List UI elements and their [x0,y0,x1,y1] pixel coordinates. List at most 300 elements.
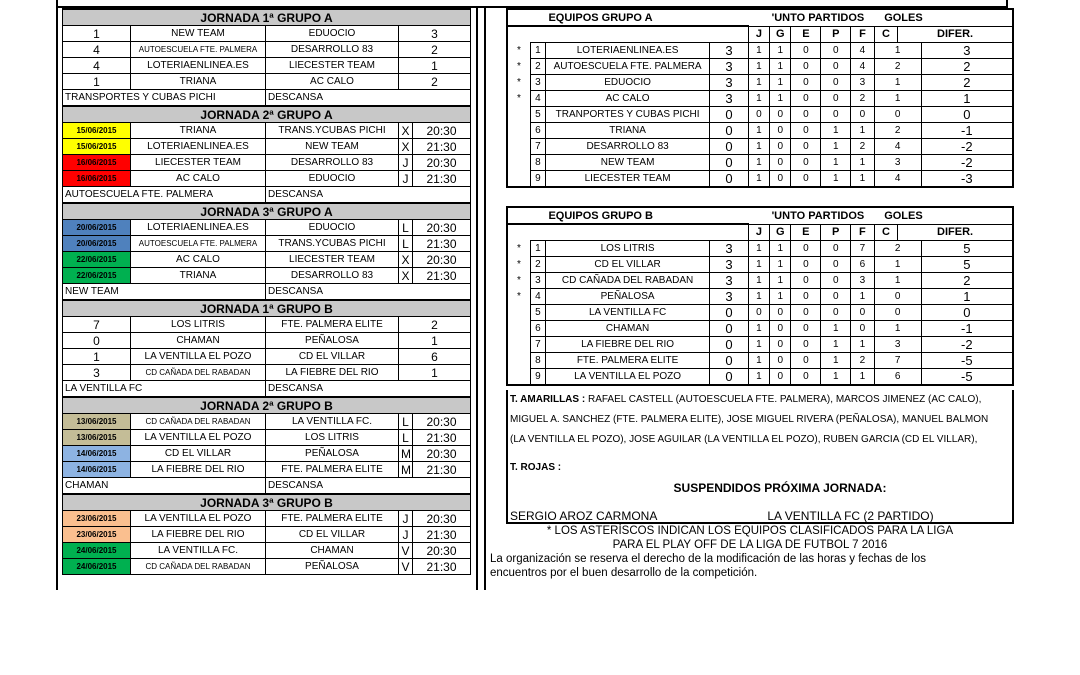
qualified-marker [507,305,530,321]
match-date: 22/06/2015 [63,252,131,268]
rest-row [63,478,471,495]
stat-j: 1 [748,75,769,91]
rest-row [63,187,471,204]
match-date: 23/06/2015 [63,527,131,543]
goal-difference: 2 [921,273,1013,289]
match-day: X [399,139,413,155]
fixture-row [63,171,471,187]
goals-for: 1 [851,289,875,305]
position: 3 [530,75,545,91]
stat-p: 0 [821,273,851,289]
home-score: 0 [63,333,131,349]
goals-for: 2 [851,91,875,107]
goals-for: 2 [851,353,875,369]
match-date: 24/06/2015 [63,559,131,575]
qualified-marker [507,155,530,171]
goals-for: 0 [851,305,875,321]
standings-row [507,273,1013,289]
result-row [63,317,471,333]
goals-for: 4 [851,59,875,75]
match-date: 24/06/2015 [63,543,131,559]
team-name: LIECESTER TEAM [545,171,709,188]
goals-against: 1 [874,321,921,337]
round-1-group-a [63,9,471,26]
away-team: CHAMAN [266,543,399,559]
qualified-marker [507,171,530,188]
home-team: LA FIEBRE DEL RIO [131,462,266,478]
standings-row [507,353,1013,369]
team-name: TRIANA [545,123,709,139]
qualified-marker: * [517,258,521,270]
fixture-row [63,268,471,284]
team-name: TRANPORTES Y CUBAS PICHI [545,107,709,123]
stat-p: 0 [821,289,851,305]
away-team: FTE. PALMERA ELITE [266,511,399,527]
stat-j: 1 [748,257,769,273]
team-name: AC CALO [545,91,709,107]
home-team: LIECESTER TEAM [131,155,266,171]
match-time: 20:30 [413,414,471,430]
standings-row [507,75,1013,91]
stat-p: 1 [821,369,851,386]
standings-title: EQUIPOS GRUPO A [530,9,769,26]
home-team: LA VENTILLA EL POZO [131,511,266,527]
team-name: EDUOCIO [545,75,709,91]
points: 0 [710,123,748,139]
yellow-cards-line-1 [510,390,1010,410]
standings-header [507,9,1013,26]
away-team: CD EL VILLAR [266,349,399,365]
stat-g: 0 [770,369,791,386]
stat-g: 0 [770,337,791,353]
stat-j: 1 [748,273,769,289]
team-name: LOTERIAENLINEA.ES [545,43,709,59]
away-score: 3 [399,26,471,42]
stat-e: 0 [791,321,821,337]
goals-against: 0 [874,305,921,321]
team-name: LA VENTILLA EL POZO [545,369,709,386]
points: 3 [710,59,748,75]
standings-row [507,171,1013,188]
goals-against: 4 [874,139,921,155]
fixtures-block [62,8,470,575]
stat-g: 1 [770,91,791,107]
stat-p: 0 [821,75,851,91]
match-day: J [399,527,413,543]
stat-g: 1 [770,75,791,91]
goals-for: 6 [851,257,875,273]
team-name: CD EL VILLAR [545,257,709,273]
home-team: LA VENTILLA EL POZO [131,349,266,365]
goals-against: 1 [874,43,921,59]
stat-e: 0 [791,139,821,155]
goals-against: 3 [874,155,921,171]
position: 7 [530,337,545,353]
round-3-group-a-title: JORNADA 3ª GRUPO A [63,203,471,220]
away-team: PEÑALOSA [266,559,399,575]
home-score: 1 [63,74,131,90]
home-score: 3 [63,365,131,381]
match-time: 20:30 [413,543,471,559]
home-score: 7 [63,317,131,333]
position: 5 [530,107,545,123]
goals-for: 1 [851,369,875,386]
goal-difference: -5 [921,353,1013,369]
match-date: 14/06/2015 [63,462,131,478]
away-team: TRANS.YCUBAS PICHI [266,236,399,252]
points-label: 'UNTO PARTIDOS [770,9,875,26]
qualified-marker: * [517,274,521,286]
stat-j: 1 [748,59,769,75]
position: 6 [530,123,545,139]
position: 3 [530,273,545,289]
position: 5 [530,305,545,321]
fixture-row [63,543,471,559]
stat-g: 0 [770,305,791,321]
round-3-group-b [63,494,471,511]
sanctions-notes [506,390,1014,524]
home-score: 1 [63,349,131,365]
position: 1 [530,43,545,59]
home-team: LOTERIAENLINEA.ES [131,58,266,74]
round-2-group-a-title: JORNADA 2ª GRUPO A [63,106,471,123]
stat-j: 1 [748,123,769,139]
goals-for: 1 [851,155,875,171]
home-team: CD CAÑADA DEL RABADAN [131,414,266,430]
round-2-group-b-title: JORNADA 2ª GRUPO B [63,397,471,414]
away-score: 6 [399,349,471,365]
stat-e: 0 [791,171,821,188]
stat-p: 0 [821,257,851,273]
team-name: DESARROLLO 83 [545,139,709,155]
goals-against: 6 [874,369,921,386]
points: 0 [710,337,748,353]
fixture-row [63,252,471,268]
points: 0 [710,353,748,369]
position: 9 [530,171,545,188]
qualified-marker: * [517,92,521,104]
goals-label: GOLES [874,9,1013,26]
stat-g: 0 [770,139,791,155]
match-day: M [399,462,413,478]
goals-against: 1 [874,273,921,289]
center-frame-line-1 [476,8,478,590]
rest-label: DESCANSA [266,187,471,204]
resting-team: NEW TEAM [63,284,266,301]
col-p: P [821,224,851,241]
standings-header [507,207,1013,224]
fixture-row [63,511,471,527]
stat-j: 1 [748,289,769,305]
match-time: 21:30 [413,527,471,543]
rest-row [63,90,471,107]
col-g: G [770,26,791,43]
match-time: 20:30 [413,220,471,236]
goals-for: 1 [851,123,875,139]
col-f: F [851,224,875,241]
match-time: 21:30 [413,139,471,155]
position: 8 [530,155,545,171]
match-day: V [399,543,413,559]
points-label: 'UNTO PARTIDOS [770,207,875,224]
away-team: DESARROLLO 83 [266,42,399,58]
home-team: TRIANA [131,74,266,90]
goal-difference: -3 [921,171,1013,188]
home-team: NEW TEAM [131,26,266,42]
points: 3 [710,257,748,273]
suspended-player: SERGIO AROZ CARMONA [510,509,658,523]
footer-line-3: La organización se reserva el derecho de la modificación de las horas y fechas de los [490,553,926,565]
goals-against: 0 [874,289,921,305]
match-day: L [399,414,413,430]
goals-for: 3 [851,75,875,91]
goals-for: 1 [851,171,875,188]
round-3-group-a [63,203,471,220]
standings-columns [507,26,1013,43]
fixture-row [63,559,471,575]
goals-against: 0 [874,107,921,123]
match-date: 23/06/2015 [63,511,131,527]
yellow-cards-text-3: (LA VENTILLA EL POZO), JOSE AGUILAR (LA VENTILLA EL POZO), RUBEN GARCIA (CD EL VILLAR), [510,434,978,445]
goal-difference: 3 [921,43,1013,59]
home-team: AC CALO [131,171,266,187]
match-day: X [399,252,413,268]
stat-j: 1 [748,337,769,353]
fixture-row [63,430,471,446]
away-team: TRANS.YCUBAS PICHI [266,123,399,139]
points: 0 [710,107,748,123]
stat-g: 0 [770,107,791,123]
fixture-row [63,462,471,478]
goals-against: 1 [874,75,921,91]
stat-e: 0 [791,337,821,353]
stat-p: 1 [821,337,851,353]
standings-row [507,337,1013,353]
goal-difference: -2 [921,139,1013,155]
team-name: CD CAÑADA DEL RABADAN [545,273,709,289]
match-time: 20:30 [413,446,471,462]
stat-e: 0 [791,305,821,321]
col-g: G [770,224,791,241]
match-date: 15/06/2015 [63,139,131,155]
stat-e: 0 [791,123,821,139]
stat-j: 1 [748,43,769,59]
away-team: EDUOCIO [266,171,399,187]
goals-for: 0 [851,321,875,337]
home-team: CD CAÑADA DEL RABADAN [131,559,266,575]
stat-p: 1 [821,353,851,369]
stat-g: 1 [770,241,791,257]
match-day: L [399,220,413,236]
away-team: LA VENTILLA FC. [266,414,399,430]
match-day: J [399,155,413,171]
position: 7 [530,139,545,155]
fixture-row [63,527,471,543]
footer-line-4: encuentros por el buen desarrollo de la competición. [490,567,758,579]
result-row [63,26,471,42]
goal-difference: 2 [921,75,1013,91]
goals-for: 1 [851,337,875,353]
standings-row [507,139,1013,155]
stat-e: 0 [791,43,821,59]
points: 3 [710,43,748,59]
standings-row [507,289,1013,305]
fixture-row [63,220,471,236]
goal-difference: 5 [921,257,1013,273]
standings-group-b [506,206,1014,386]
away-team: EDUOCIO [266,26,399,42]
goal-difference: 0 [921,107,1013,123]
red-cards-label: T. ROJAS : [510,462,562,473]
standings-row [507,43,1013,59]
goals-for: 2 [851,139,875,155]
home-team: CHAMAN [131,333,266,349]
match-time: 20:30 [413,511,471,527]
goal-difference: -2 [921,337,1013,353]
goal-difference: -1 [921,321,1013,337]
col-c: C [874,224,897,241]
match-time: 21:30 [413,430,471,446]
match-date: 13/06/2015 [63,414,131,430]
col-dif: DIFER. [898,224,1013,241]
away-team: PEÑALOSA [266,446,399,462]
team-name: LA VENTILLA FC [545,305,709,321]
away-score: 1 [399,333,471,349]
round-1-group-b-title: JORNADA 1ª GRUPO B [63,300,471,317]
center-frame-line-2 [484,8,486,590]
match-time: 21:30 [413,236,471,252]
qualified-marker: * [517,76,521,88]
qualified-marker [507,107,530,123]
standings-row [507,155,1013,171]
goal-difference: -2 [921,155,1013,171]
result-row [63,74,471,90]
stat-e: 0 [791,257,821,273]
result-row [63,349,471,365]
away-score: 2 [399,42,471,58]
stat-e: 0 [791,241,821,257]
home-team: CD CAÑADA DEL RABADAN [131,365,266,381]
match-date: 15/06/2015 [63,123,131,139]
rest-label: DESCANSA [266,478,471,495]
qualified-marker [507,123,530,139]
away-score: 2 [399,317,471,333]
stat-p: 0 [821,305,851,321]
goals-against: 4 [874,171,921,188]
stat-g: 1 [770,257,791,273]
match-day: J [399,511,413,527]
col-dif: DIFER. [898,26,1013,43]
goal-difference: 1 [921,91,1013,107]
left-frame-line [56,0,58,590]
team-name: FTE. PALMERA ELITE [545,353,709,369]
home-team: LOTERIAENLINEA.ES [131,139,266,155]
stat-j: 1 [748,171,769,188]
goals-for: 7 [851,241,875,257]
fixture-row [63,123,471,139]
qualified-marker: * [517,242,521,254]
standings-row [507,305,1013,321]
stat-j: 1 [748,155,769,171]
standings-group-a [506,8,1014,188]
result-row [63,365,471,381]
match-time: 21:30 [413,268,471,284]
away-team: LIECESTER TEAM [266,58,399,74]
points: 3 [710,241,748,257]
qualified-marker: * [517,290,521,302]
col-e: E [791,26,821,43]
spacer [507,9,530,26]
col-e: E [791,224,821,241]
position: 4 [530,91,545,107]
match-day: V [399,559,413,575]
points: 3 [710,75,748,91]
stat-p: 0 [821,59,851,75]
goals-label: GOLES [874,207,1013,224]
position: 1 [530,241,545,257]
home-team: TRIANA [131,123,266,139]
col-c: C [874,26,897,43]
home-team: LA VENTILLA FC. [131,543,266,559]
stat-j: 1 [748,353,769,369]
qualified-marker [507,369,530,386]
rest-row [63,381,471,398]
col-j: J [748,26,769,43]
qualified-marker [507,321,530,337]
position: 4 [530,289,545,305]
position: 2 [530,59,545,75]
points: 0 [710,139,748,155]
standings-columns [507,224,1013,241]
stat-j: 1 [748,321,769,337]
points: 0 [710,321,748,337]
stat-j: 1 [748,369,769,386]
fixture-row [63,236,471,252]
goals-against: 3 [874,337,921,353]
away-team: FTE. PALMERA ELITE [266,317,399,333]
goal-difference: 1 [921,289,1013,305]
stat-j: 1 [748,91,769,107]
stat-g: 0 [770,123,791,139]
standings-row [507,369,1013,386]
standings-row [507,241,1013,257]
stat-e: 0 [791,353,821,369]
col-j: J [748,224,769,241]
stat-g: 1 [770,273,791,289]
away-team: PEÑALOSA [266,333,399,349]
match-date: 14/06/2015 [63,446,131,462]
stat-j: 1 [748,241,769,257]
away-team: LOS LITRIS [266,430,399,446]
spacer [507,207,530,224]
match-day: X [399,123,413,139]
col-p: P [821,26,851,43]
stat-g: 1 [770,289,791,305]
top-border [56,0,1008,8]
position: 6 [530,321,545,337]
away-team: DESARROLLO 83 [266,268,399,284]
team-name: CHAMAN [545,321,709,337]
standings-title: EQUIPOS GRUPO B [530,207,769,224]
fixture-row [63,155,471,171]
standings-row [507,107,1013,123]
position: 8 [530,353,545,369]
match-time: 21:30 [413,171,471,187]
home-team: AC CALO [131,252,266,268]
round-3-group-b-title: JORNADA 3ª GRUPO B [63,494,471,511]
suspended-title: SUSPENDIDOS PRÓXIMA JORNADA: [673,481,887,495]
qualified-marker: * [517,60,521,72]
